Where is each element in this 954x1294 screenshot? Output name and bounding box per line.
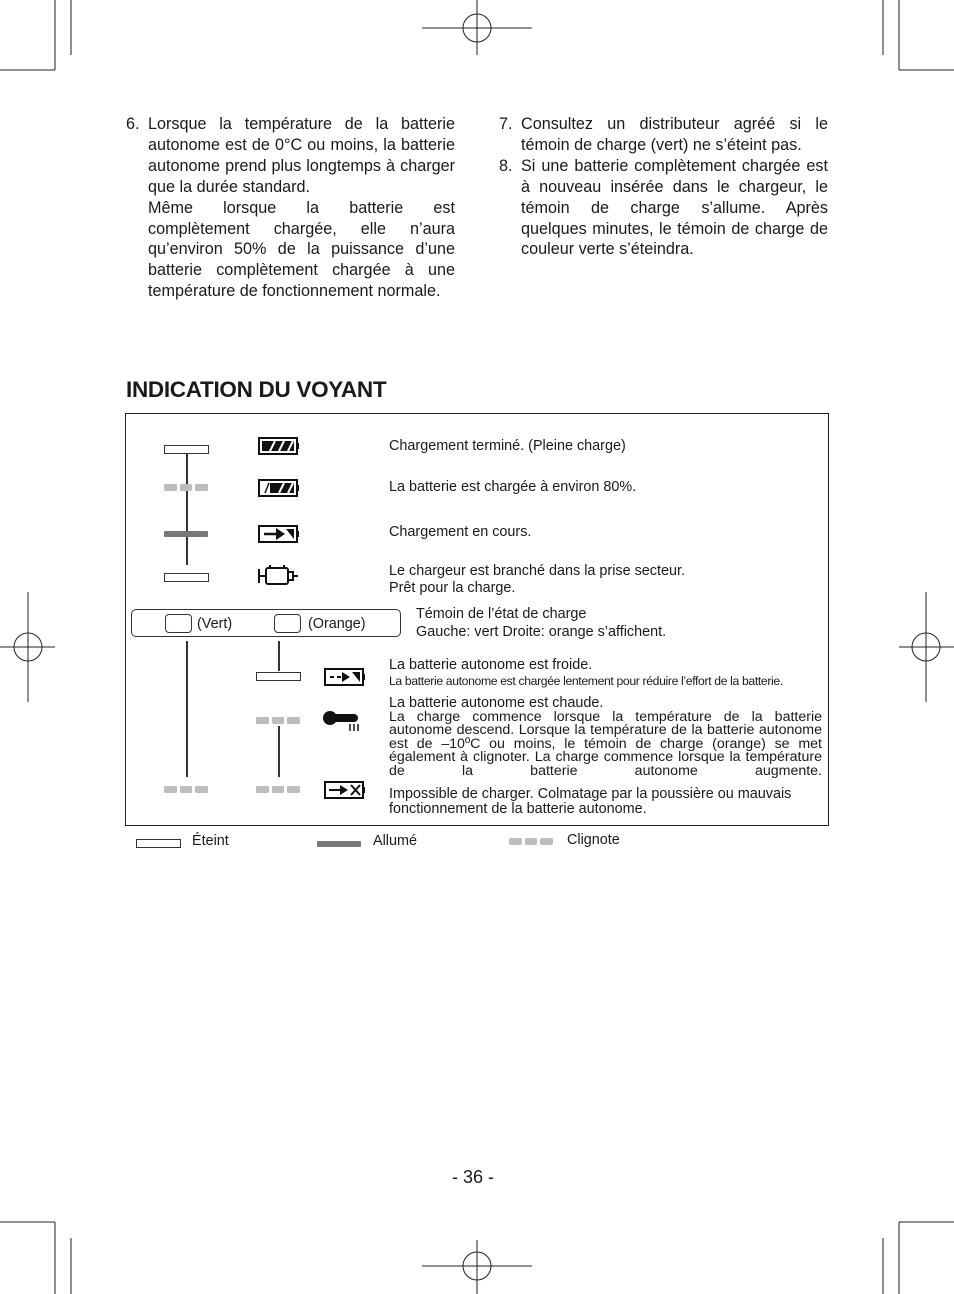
section-title: INDICATION DU VOYANT (126, 377, 387, 402)
legend-on-swatch (317, 841, 361, 847)
row-title: La batterie autonome est froide. (389, 657, 593, 673)
thermometer-hot-icon (322, 707, 368, 733)
connector-line (186, 454, 188, 565)
battery-80-icon (258, 478, 300, 498)
row-text-line: Impossible de charger. Colmatage par la poussière ou mauvais (389, 786, 792, 802)
row-title: La batterie autonome est chaude. (389, 695, 604, 711)
led-on-indicator (164, 531, 208, 537)
legend-title: Témoin de l’état de charge (416, 606, 587, 622)
green-label: (Vert) (197, 616, 233, 632)
led-blink-indicator (164, 484, 208, 491)
led-off-indicator (164, 573, 209, 582)
connector-line (186, 641, 188, 777)
item-text: Si une batterie complètement chargée est à nouveau insérée dans le chargeur, le témoin de charge s’allume. Après quelques minutes, le témoin de charge de couleur verte s’éteindra. (521, 156, 828, 259)
connector-line (278, 726, 280, 777)
right-column (499, 114, 828, 260)
row-text-line: fonctionnement de la batterie autonome. (389, 801, 647, 817)
item-number: 6. (126, 115, 140, 133)
legend-on-label: Allumé (373, 833, 417, 849)
list-item (499, 114, 828, 156)
legend-off-label: Éteint (192, 833, 229, 849)
row-text-line: Le chargeur est branché dans la prise secteur. (389, 563, 685, 579)
led-off-indicator (164, 445, 209, 454)
led-off-indicator (256, 672, 301, 681)
item-paragraph: Même lorsque la batterie est complètement chargée, elle n’aura qu’environ 50% de la puissance d’une batterie complètement chargée à une température de fonctionnement normale. (148, 198, 455, 301)
row-text-line: Prêt pour la charge. (389, 580, 516, 596)
legend-desc: Gauche: vert Droite: orange s’affichent. (416, 624, 667, 640)
row-text: La batterie est chargée à environ 80%. (389, 479, 637, 495)
orange-led-icon (274, 614, 301, 633)
legend-off-swatch (136, 839, 181, 848)
led-blink-indicator (164, 786, 208, 793)
page-number: - 36 - (452, 1167, 495, 1187)
legend-blink-swatch (509, 838, 553, 845)
battery-charging-icon (258, 523, 300, 545)
led-blink-indicator (256, 786, 300, 793)
row-detail: La batterie autonome est chargée lentement pour réduire l’effort de la batterie. (389, 674, 783, 688)
battery-cold-icon (324, 666, 366, 688)
green-led-icon (165, 614, 192, 633)
battery-error-icon (324, 779, 366, 801)
list-item (499, 156, 828, 261)
connector-line (278, 641, 280, 671)
orange-label: (Orange) (308, 616, 366, 632)
legend-blink-label: Clignote (567, 832, 620, 848)
item-paragraph: Lorsque la température de la batterie autonome est de 0°C ou moins, la batterie autonome prend plus longtemps à charger que la durée standard. (148, 115, 455, 196)
battery-full-icon (258, 436, 300, 456)
led-blink-indicator (256, 717, 300, 724)
item-text: Consultez un distributeur agréé si le témoin de charge (vert) ne s’éteint pas. (521, 115, 828, 154)
row-text: Chargement terminé. (Pleine charge) (389, 438, 626, 454)
row-detail: La charge commence lorsque la température de la batterie autonome descend. Lorsque la température de la batterie autonome est de –10ºC ou moins, le témoin de charge (orange) se met également à clignoter. La charge commence lorsque la température de la batterie autonome augmente. (389, 709, 822, 779)
left-column (126, 114, 455, 302)
item-number: 8. (499, 156, 513, 175)
list-item (126, 114, 455, 302)
charger-plugged-icon (258, 563, 300, 589)
item-number: 7. (499, 115, 513, 133)
row-text: Chargement en cours. (389, 524, 532, 540)
